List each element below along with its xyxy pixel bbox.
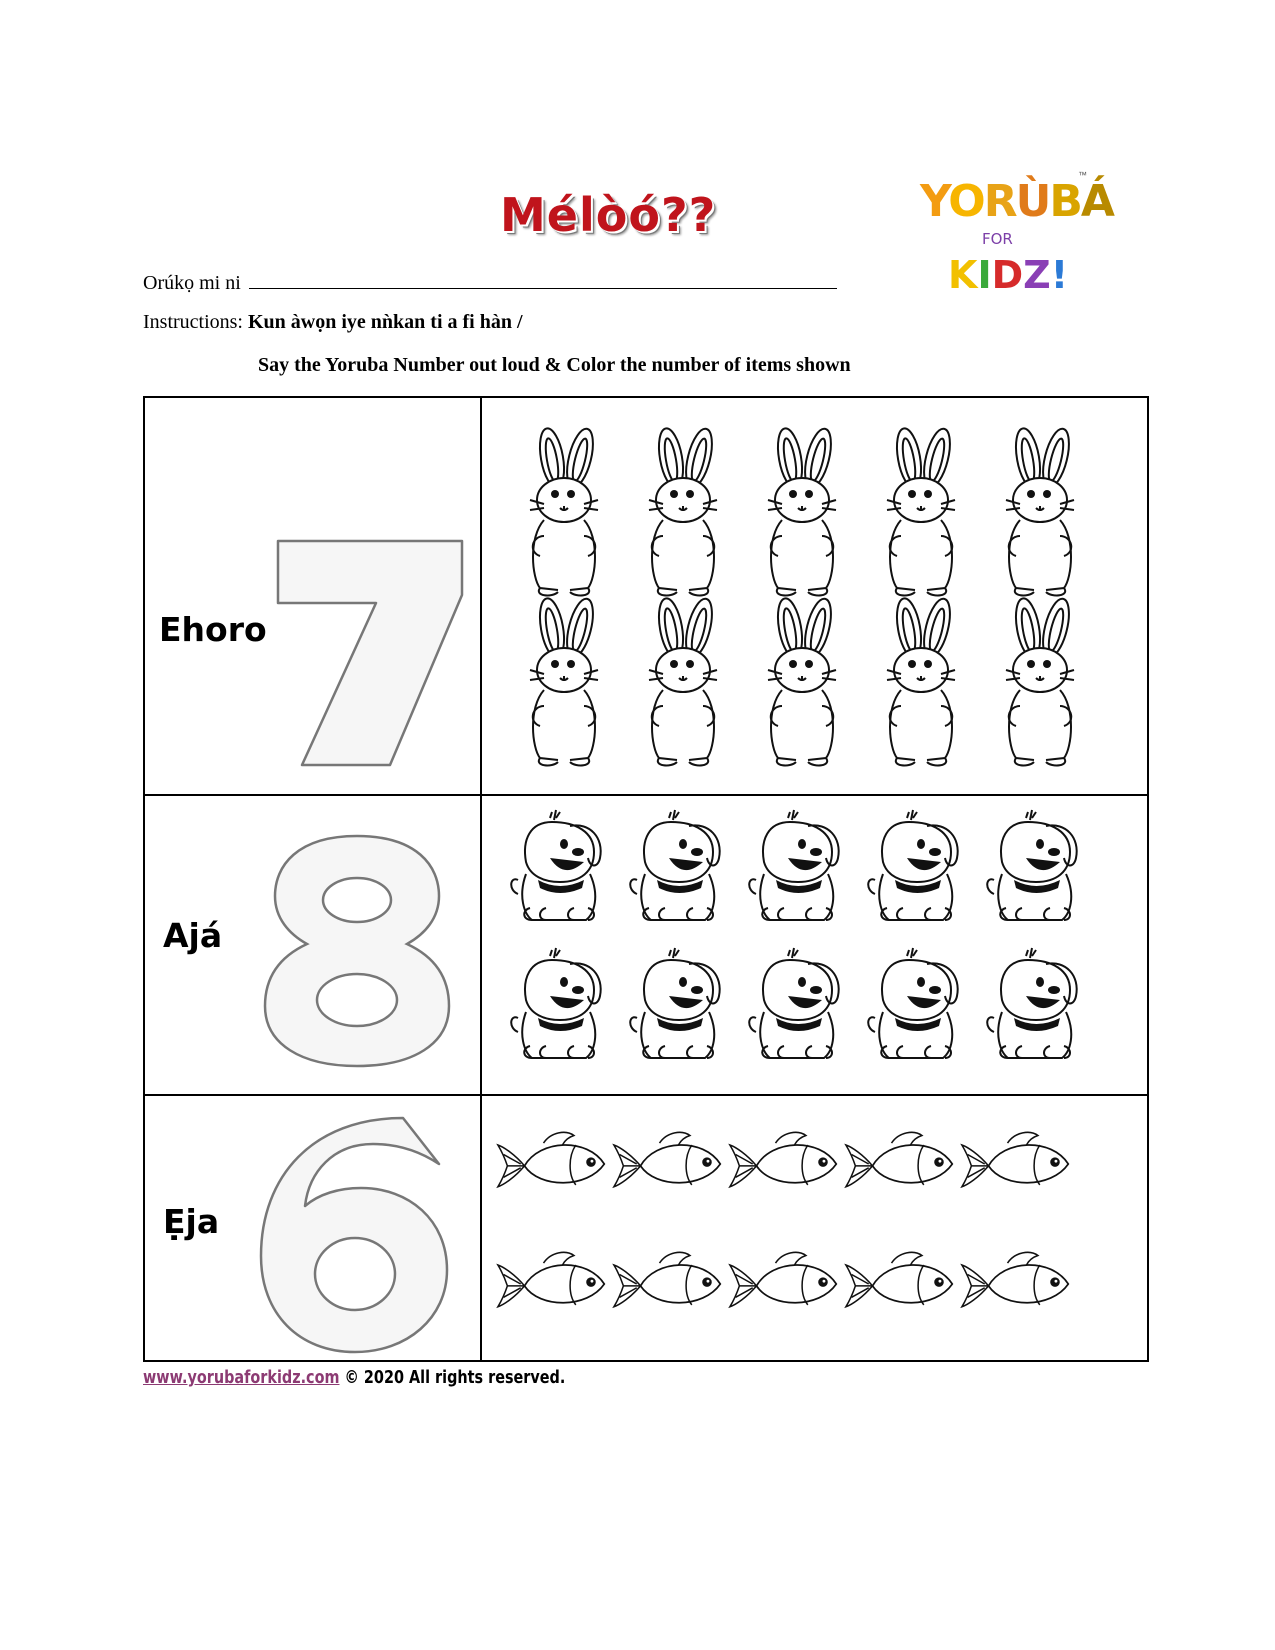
rabbit-icon[interactable] — [530, 426, 598, 595]
rabbit-icon[interactable] — [1006, 596, 1074, 765]
rabbit-icon[interactable] — [768, 426, 836, 595]
svg-text:FOR: FOR — [982, 230, 1013, 248]
fish-icon[interactable] — [730, 1252, 836, 1306]
picture-cell — [482, 398, 1147, 794]
picture-cell — [482, 796, 1147, 1094]
rabbit-icon[interactable] — [887, 596, 955, 765]
puppy-icon[interactable] — [868, 948, 957, 1058]
copyright-text: © 2020 All rights reserved. — [339, 1367, 566, 1388]
puppy-icon[interactable] — [630, 948, 719, 1058]
yoruba-word: Ẹja — [163, 1202, 220, 1241]
yoruba-for-kidz-logo — [920, 168, 1113, 298]
rabbit-icon[interactable] — [768, 596, 836, 765]
number-cell — [145, 796, 482, 1094]
fish-icon[interactable] — [730, 1132, 836, 1186]
outline-number-seven[interactable] — [270, 533, 470, 773]
name-field — [143, 268, 837, 295]
puppy-icon[interactable] — [987, 810, 1076, 920]
fish-icon[interactable] — [962, 1132, 1068, 1186]
outline-number-six[interactable] — [253, 1110, 453, 1360]
fish-icon[interactable] — [846, 1252, 952, 1306]
puppy-icon[interactable] — [630, 810, 719, 920]
rabbit-icon[interactable] — [649, 426, 717, 595]
row-fish — [145, 1096, 1147, 1362]
puppy-icon[interactable] — [749, 948, 838, 1058]
worksheet-title: Mélòó?? — [500, 188, 717, 242]
row-rabbits — [145, 398, 1147, 796]
puppy-icon[interactable] — [987, 948, 1076, 1058]
svg-text:™: ™ — [1078, 170, 1087, 180]
fish-icon[interactable] — [498, 1252, 604, 1306]
puppy-icon[interactable] — [511, 948, 600, 1058]
fish-icon[interactable] — [846, 1132, 952, 1186]
website-link[interactable]: www.yorubaforkidz.com — [143, 1367, 340, 1388]
rabbit-icon[interactable] — [649, 596, 717, 765]
rabbit-icon[interactable] — [1006, 426, 1074, 595]
row-puppies — [145, 796, 1147, 1096]
instructions-yoruba: Kun àwọn iye nǹkan ti a fi hàn / — [248, 311, 523, 333]
puppy-pictures — [482, 796, 1147, 1094]
instructions-english: Say the Yoruba Number out loud & Color the number of items shown — [258, 354, 851, 376]
fish-icon[interactable] — [962, 1252, 1068, 1306]
yoruba-word: Ajá — [163, 916, 223, 955]
fish-icon[interactable] — [614, 1132, 720, 1186]
number-cell — [145, 1096, 482, 1362]
footer — [143, 1367, 565, 1388]
fish-icon[interactable] — [498, 1132, 604, 1186]
counting-grid — [143, 396, 1149, 1362]
instructions-line — [143, 311, 523, 334]
puppy-icon[interactable] — [749, 810, 838, 920]
number-cell — [145, 398, 482, 794]
rabbit-pictures — [482, 398, 1147, 794]
svg-text:YORÙBÁ: YORÙBÁ — [920, 176, 1113, 227]
puppy-icon[interactable] — [511, 810, 600, 920]
name-label: Orúkọ mi ni — [143, 272, 241, 294]
rabbit-icon[interactable] — [530, 596, 598, 765]
fish-icon[interactable] — [614, 1252, 720, 1306]
name-blank-line[interactable] — [249, 268, 837, 289]
puppy-icon[interactable] — [868, 810, 957, 920]
yoruba-word: Ehoro — [159, 610, 267, 649]
rabbit-icon[interactable] — [887, 426, 955, 595]
fish-pictures — [482, 1096, 1147, 1362]
outline-number-eight[interactable] — [257, 830, 457, 1070]
picture-cell — [482, 1096, 1147, 1362]
svg-text:KIDZ!: KIDZ! — [948, 253, 1069, 297]
instructions-label: Instructions: — [143, 311, 243, 333]
